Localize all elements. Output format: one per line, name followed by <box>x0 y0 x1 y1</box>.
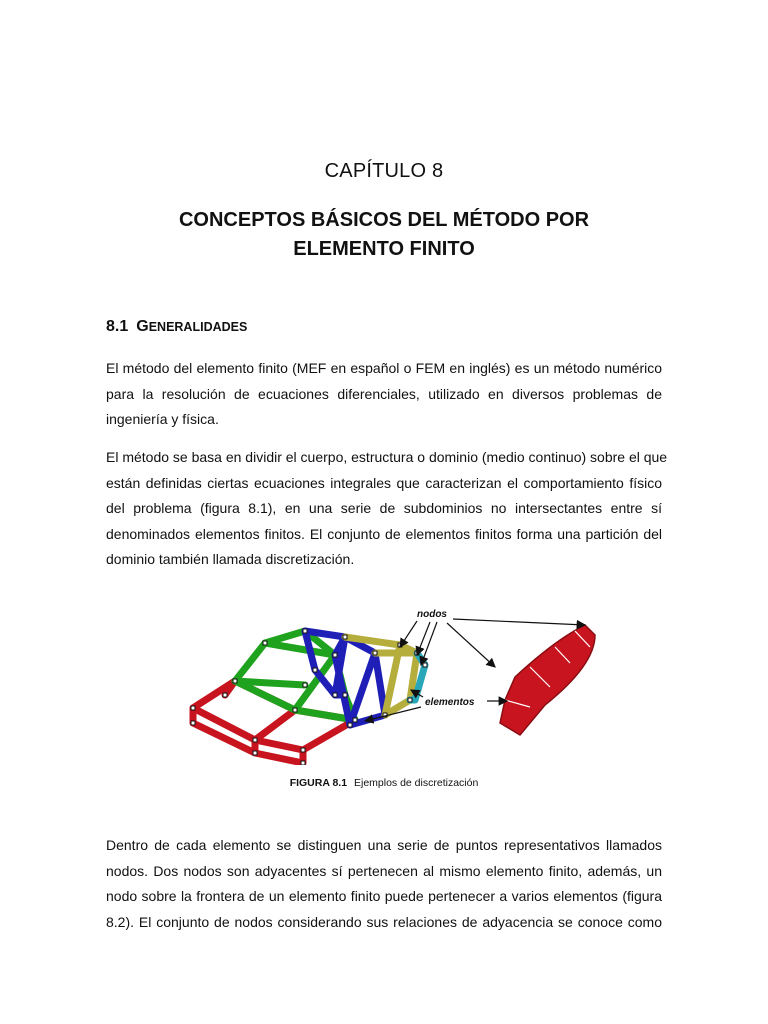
mesh-node <box>313 668 317 672</box>
figure-caption-text: Ejemplos de discretización <box>353 777 479 789</box>
section-title-initial: G <box>136 318 149 335</box>
paragraph-2-line: El método se basa en dividir el cuerpo, estructura o dominio (medio continuo) sobre el que <box>106 449 668 465</box>
paragraph-1 <box>106 356 662 433</box>
mesh-node <box>343 693 347 697</box>
label-elements: elementos <box>425 697 475 708</box>
mesh-node <box>191 721 195 725</box>
chapter-title <box>0 206 768 264</box>
arrow-nodes-1 <box>400 621 417 647</box>
arrow-nodes-5 <box>447 623 495 667</box>
paragraph-2-line: están definidas ciertas ecuaciones integrales que caracterizan el comportamiento físico <box>106 474 662 491</box>
chapter-title-line-1: CONCEPTOS BÁSICOS DEL MÉTODO POR <box>178 209 590 231</box>
mesh-node <box>191 706 195 710</box>
section-number: 8.1 <box>106 318 129 335</box>
mesh-node <box>253 751 257 755</box>
mesh-node <box>348 723 352 727</box>
paragraph-1-line: para la resolución de ecuaciones diferenciales, utilizado en diversos problemas de <box>106 385 662 402</box>
mesh-node <box>423 663 427 667</box>
figure-caption-label: FIGURA 8.1 <box>289 777 348 789</box>
arrow-nodes-2 <box>417 622 430 655</box>
paragraph-3-line: nodo sobre la frontera de un elemento finito puede pertenecer a varios elementos (figura <box>106 888 662 904</box>
paragraph-2-line: del problema (figura 8.1), en una serie de subdominios no intersectantes entre sí <box>106 500 662 516</box>
mesh-node <box>333 693 337 697</box>
paragraph-3 <box>106 833 662 935</box>
mesh-node <box>408 698 412 702</box>
car-frame-mesh <box>191 629 427 765</box>
paragraph-3-line: Dentro de cada elemento se distinguen una serie de puntos representativos llamados <box>106 837 662 853</box>
mesh-node <box>293 708 297 712</box>
section-heading <box>106 318 247 336</box>
curved-beam-mesh <box>500 625 595 735</box>
paragraph-3-line: 8.2). El conjunto de nodos considerando sus relaciones de adyacencia se conoce como <box>106 913 662 930</box>
mesh-node <box>343 635 347 639</box>
figure-caption <box>0 777 768 789</box>
section-title-rest: ENERALIDADES <box>148 320 248 334</box>
mesh-node <box>373 651 377 655</box>
label-nodes: nodos <box>417 609 447 620</box>
paragraph-2-line: dominio también llamada discretización. <box>106 551 355 567</box>
beam-body <box>500 625 595 735</box>
paragraph-3-line: nodos. Dos nodos son adyacentes sí pertenecen al mismo elemento finito, además, un <box>106 862 662 879</box>
paragraph-1-line: El método del elemento finito (MEF en español o FEM en inglés) es un método numérico <box>106 360 662 376</box>
arrow-nodes-3 <box>421 622 437 665</box>
mesh-node <box>333 653 337 657</box>
chapter-title-line-2: ELEMENTO FINITO <box>293 238 475 260</box>
mesh-node <box>253 738 257 742</box>
mesh-node <box>301 748 305 752</box>
mesh-node <box>301 761 305 765</box>
mesh-node <box>263 641 267 645</box>
mesh-node <box>303 683 307 687</box>
paragraph-2 <box>106 445 668 573</box>
chapter-heading: CAPÍTULO 8 <box>324 160 444 182</box>
arrow-nodes-4 <box>453 619 585 625</box>
mesh-node <box>233 679 237 683</box>
mesh-node <box>223 693 227 697</box>
mesh-node <box>353 718 357 722</box>
mesh-node <box>303 629 307 633</box>
paragraph-2-line: denominados elementos finitos. El conjunto de elementos finitos forma una partición del <box>106 525 662 542</box>
discretization-figure <box>185 595 665 765</box>
paragraph-1-line: ingeniería y física. <box>106 411 219 427</box>
